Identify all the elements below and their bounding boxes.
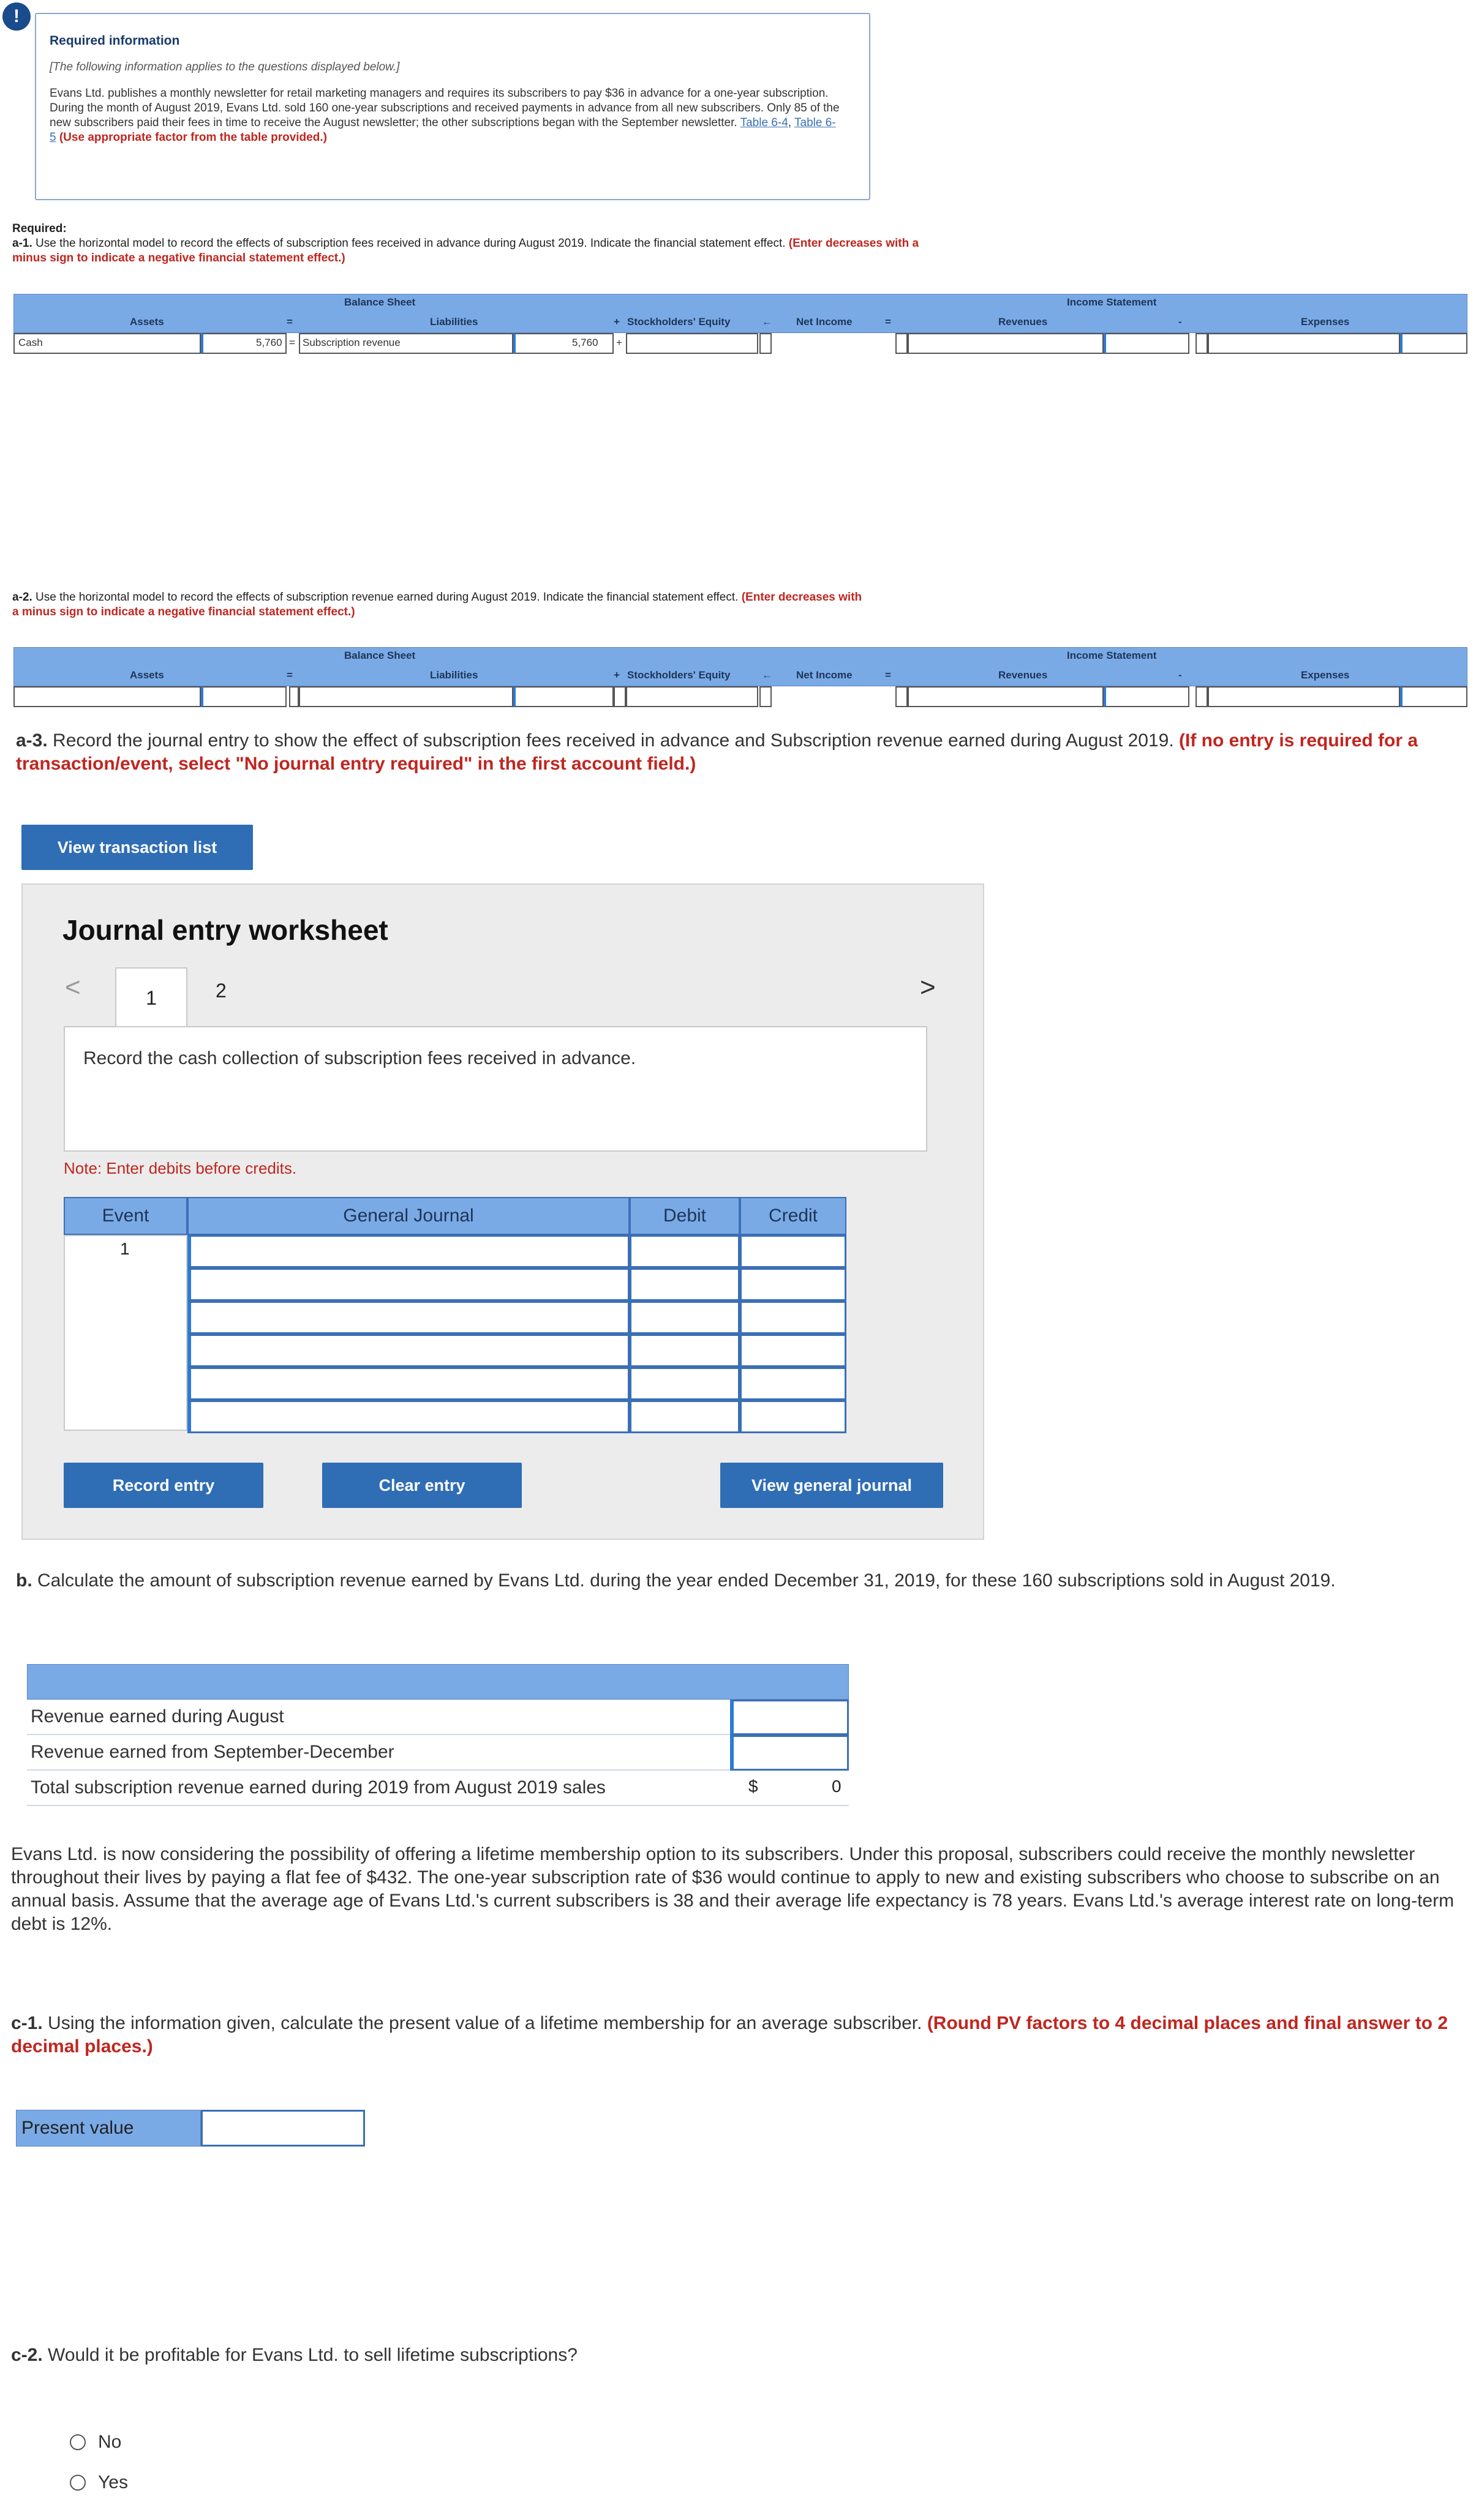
hm1-assets: Assets (130, 316, 164, 328)
hm1-liabilities: Liabilities (430, 316, 478, 328)
question-c2 (11, 2344, 578, 2367)
revenue-row-august-label: Revenue earned during August (31, 1706, 284, 1727)
hm2-expenses-amount-input[interactable] (1400, 686, 1467, 707)
header-general-journal: General Journal (187, 1197, 630, 1235)
radio-no[interactable] (70, 2434, 86, 2450)
horizontal-model-a2 (13, 647, 1467, 708)
journal-account-row-4[interactable] (187, 1334, 630, 1367)
hm1-header (13, 294, 1467, 333)
tab-1-label: 1 (146, 986, 157, 1009)
journal-credit-row-6[interactable] (740, 1400, 846, 1433)
view-transaction-list-button[interactable]: View transaction list (21, 825, 253, 870)
info-body (50, 86, 840, 145)
journal-debit-row-3[interactable] (630, 1301, 740, 1334)
question-c1 (11, 2012, 1463, 2058)
question-a2 (12, 590, 870, 620)
hm2-eq-box (289, 686, 299, 707)
a1-prefix: a-1. (12, 237, 32, 250)
journal-account-row-1[interactable] (187, 1235, 630, 1268)
revenue-august-input[interactable] (730, 1700, 849, 1735)
hm2-equity-input[interactable] (626, 686, 758, 707)
hm2-eq2-box (895, 686, 908, 707)
hm1-income-statement: Income Statement (1067, 296, 1157, 308)
hm1-arrow: ← (762, 316, 772, 328)
revenue-row-total-label: Total subscription revenue earned during 2019 from August 2019 sales (31, 1777, 606, 1798)
hm2-revenues-account-select[interactable] (908, 686, 1104, 707)
revenue-total-currency: $ (748, 1777, 758, 1796)
journal-account-row-6[interactable] (187, 1400, 630, 1433)
c1-text: Using the information given, calculate the present value of a lifetime membership for an average subscriber. (48, 2013, 922, 2033)
hm1-equity: Stockholders' Equity (627, 316, 731, 328)
hm1-balance-sheet: Balance Sheet (344, 296, 416, 308)
table-6-5-link[interactable]: Table 6-5 (50, 116, 836, 144)
revenue-sep-dec-input[interactable] (730, 1735, 849, 1771)
a2-red-note: (Enter decreases with a minus sign to indicate a negative financial statement effect.) (12, 591, 862, 618)
a1-red-note: (Enter decreases with a minus sign to indicate a negative financial statement effect.) (12, 237, 919, 264)
hm1-plus: + (614, 316, 620, 328)
question-b (16, 1569, 1449, 1592)
view-general-journal-button[interactable]: View general journal (720, 1463, 943, 1508)
hm2-header (13, 647, 1467, 686)
record-entry-button[interactable]: Record entry (64, 1463, 263, 1508)
worksheet-note: Note: Enter debits before credits. (64, 1159, 297, 1177)
hm2-income-statement: Income Statement (1067, 650, 1157, 661)
revenue-total-value: 0 (832, 1777, 842, 1796)
c-paragraph: Evans Ltd. is now considering the possibility of offering a lifetime membership option to its subscribers. Under this proposal, subscribers could receive the monthly newsletter throughout their lives by paying a flat fee of $432. The one-year subscription rate of $36 would continue to apply to new and existing subscribers who choose to subscribe on an annual basis. Assume that the average age of Evans Ltd.'s current subscribers is 38 and their average life expectancy is 78 years. Evans Ltd.'s average interest rate on long-term debt is 12%. (11, 1844, 1455, 1934)
journal-account-row-2[interactable] (187, 1268, 630, 1301)
hm1-liability-amount-input[interactable] (513, 333, 614, 354)
journal-credit-row-3[interactable] (740, 1301, 846, 1334)
hm1-eq: = (287, 316, 293, 328)
next-arrow-icon[interactable]: > (920, 972, 936, 1002)
hm1-net-income: Net Income (796, 316, 853, 328)
prev-arrow-icon[interactable]: < (65, 972, 81, 1002)
hm1-liability-amount: 5,760 (572, 337, 598, 348)
c2-text: Would it be profitable for Evans Ltd. to sell lifetime subscriptions? (48, 2345, 578, 2365)
journal-debit-row-5[interactable] (630, 1367, 740, 1400)
hm2-assets: Assets (130, 669, 164, 681)
hm2-arrow-box (759, 686, 772, 707)
hm1-eq2: = (885, 316, 891, 328)
hm1-eq-box (895, 333, 908, 354)
a3-text: Record the journal entry to show the effect of subscription fees received in advance and Subscription revenue earned during August 2019. (53, 730, 1174, 751)
hm1-liability-account: Subscription revenue (303, 337, 401, 348)
instruction-box (64, 1026, 927, 1152)
hm2-minus: - (1178, 669, 1182, 681)
hm2-liabilities: Liabilities (430, 669, 478, 681)
present-value-input[interactable] (201, 2110, 365, 2147)
hm1-expenses-account-select[interactable] (1208, 333, 1400, 354)
a3-red-note: (If no entry is required for a transaction/event, select "No journal entry required" in the first account field.) (16, 730, 1418, 774)
b-text: Calculate the amount of subscription revenue earned by Evans Ltd. during the year ended December 31, 2019, for these 160 subscriptions sold in August 2019. (37, 1570, 1336, 1591)
journal-credit-row-4[interactable] (740, 1334, 846, 1367)
b-prefix: b. (16, 1570, 32, 1591)
hm2-net-income: Net Income (796, 669, 853, 681)
radio-no-label: No (98, 2432, 122, 2452)
hm1-minus-box (1195, 333, 1208, 354)
hm2-asset-account-select[interactable] (13, 686, 201, 707)
hm2-plus: + (614, 669, 620, 681)
worksheet-title: Journal entry worksheet (62, 914, 388, 946)
hm2-asset-amount-input[interactable] (201, 686, 287, 707)
revenue-row-total (27, 1771, 730, 1806)
info-note: [The following information applies to the questions displayed below.] (50, 61, 400, 73)
c2-prefix: c-2. (11, 2345, 43, 2365)
hm2-expenses-account-select[interactable] (1208, 686, 1400, 707)
journal-debit-row-2[interactable] (630, 1268, 740, 1301)
journal-debit-row-4[interactable] (630, 1334, 740, 1367)
worksheet-tab-1[interactable] (115, 967, 187, 1027)
clear-entry-button[interactable]: Clear entry (322, 1463, 522, 1508)
radio-yes[interactable] (70, 2475, 86, 2491)
a2-prefix: a-2. (12, 591, 32, 604)
hm2-eq: = (287, 669, 293, 681)
hm1-row-plus: + (616, 337, 622, 348)
hm1-minus: - (1178, 316, 1182, 328)
radio-yes-label: Yes (98, 2472, 128, 2492)
header-event: Event (64, 1197, 187, 1235)
journal-debit-row-1[interactable] (630, 1235, 740, 1268)
hm2-equity: Stockholders' Equity (627, 669, 731, 681)
hm2-plus-box (614, 686, 626, 707)
revenue-row-august (27, 1700, 730, 1735)
alert-icon: ! (2, 2, 31, 31)
required-a1 (12, 222, 931, 266)
a3-prefix: a-3. (16, 730, 48, 751)
event-number: 1 (120, 1239, 130, 1258)
journal-credit-row-2[interactable] (740, 1268, 846, 1301)
hm2-liability-amount-input[interactable] (513, 686, 614, 707)
hm1-row-eq: = (289, 337, 295, 348)
required-label: Required: (12, 222, 67, 235)
revenue-row-sep-dec (27, 1735, 730, 1771)
hm2-balance-sheet: Balance Sheet (344, 650, 416, 661)
hm2-expenses: Expenses (1301, 669, 1350, 681)
hm2-arrow: ← (762, 669, 772, 681)
a2-text: Use the horizontal model to record the effects of subscription revenue earned during August 2019. Indicate the financial statement effect. (36, 591, 739, 604)
revenue-row-sep-dec-label: Revenue earned from September-December (31, 1742, 394, 1762)
journal-credit-row-5[interactable] (740, 1367, 846, 1400)
required-information-box (35, 13, 870, 200)
hm1-asset-amount: 5,760 (256, 337, 282, 348)
c1-red-note: (Round PV factors to 4 decimal places and final answer to 2 decimal places.) (11, 2013, 1448, 2057)
journal-account-row-5[interactable] (187, 1367, 630, 1400)
journal-account-row-3[interactable] (187, 1301, 630, 1334)
journal-debit-row-6[interactable] (630, 1400, 740, 1433)
header-credit: Credit (740, 1197, 846, 1235)
header-debit: Debit (630, 1197, 740, 1235)
hm2-revenues: Revenues (998, 669, 1048, 681)
event-column (64, 1235, 187, 1431)
hm1-arrow-box (759, 333, 772, 354)
present-value-label: Present value (16, 2110, 201, 2147)
hm1-asset-account: Cash (18, 337, 43, 348)
hm1-expenses: Expenses (1301, 316, 1350, 328)
c1-prefix: c-1. (11, 2013, 43, 2033)
journal-credit-row-1[interactable] (740, 1235, 846, 1268)
hm2-liability-account-select[interactable] (299, 686, 513, 707)
link-separator: , (788, 116, 794, 129)
worksheet-instruction: Record the cash collection of subscription fees received in advance. (83, 1048, 636, 1068)
hm1-expenses-amount-input[interactable] (1400, 333, 1467, 354)
a1-text: Use the horizontal model to record the effects of subscription fees received in advance during August 2019. Indicate the financial statement effect. (36, 237, 786, 250)
info-bold-note: (Use appropriate factor from the table provided.) (59, 131, 327, 144)
question-a3 (16, 729, 1425, 776)
info-body-text: Evans Ltd. publishes a monthly newsletter for retail marketing managers and requires its subscribers to pay $36 in advance for a one-year subscription. During the month of August 2019, Evans Ltd. sold 160 one-year subscriptions and received payments in advance from all new subscribers. Only 85 of the new subscribers paid their fees in time to receive the August newsletter; the other subscriptions began with the September newsletter. (50, 87, 840, 129)
hm1-revenues: Revenues (998, 316, 1048, 328)
hm1-equity-input[interactable] (626, 333, 758, 354)
worksheet-tab-2[interactable]: 2 (216, 980, 227, 1002)
hm2-eq2: = (885, 669, 891, 681)
info-title: Required information (50, 34, 180, 48)
revenue-table-header (27, 1664, 849, 1700)
table-6-4-link[interactable]: Table 6-4 (740, 116, 788, 129)
hm1-revenues-account-select[interactable] (908, 333, 1104, 354)
hm2-minus-box (1195, 686, 1208, 707)
hm1-revenues-amount-input[interactable] (1104, 333, 1189, 354)
horizontal-model-a1 (13, 294, 1467, 355)
hm2-revenues-amount-input[interactable] (1104, 686, 1189, 707)
